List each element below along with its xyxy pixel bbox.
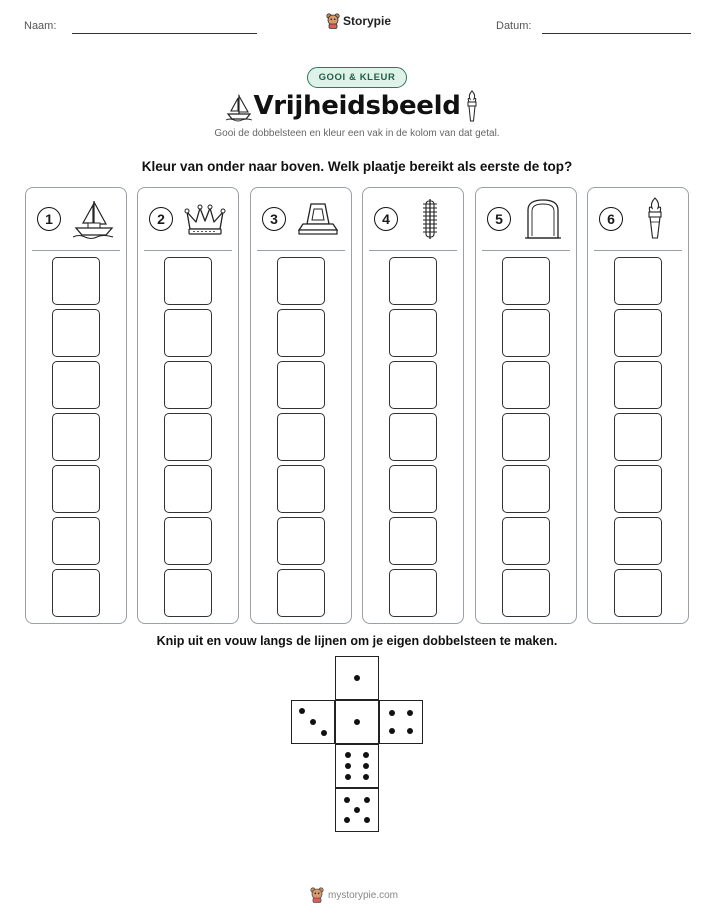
die-pip xyxy=(407,710,413,716)
die-face-3 xyxy=(291,700,335,744)
color-cell[interactable] xyxy=(277,569,325,617)
column-1 xyxy=(25,187,127,624)
color-cell[interactable] xyxy=(502,309,550,357)
color-cell[interactable] xyxy=(502,257,550,305)
footer-url[interactable]: mystorypie.com xyxy=(328,889,399,901)
color-cell[interactable] xyxy=(389,465,437,513)
instruction: Kleur van onder naar boven. Welk plaatje bereikt als eerste de top? xyxy=(141,159,573,174)
color-cell[interactable] xyxy=(389,257,437,305)
column-divider xyxy=(369,250,457,251)
color-cell[interactable] xyxy=(389,309,437,357)
column-divider xyxy=(144,250,232,251)
column-header xyxy=(588,188,688,250)
bear-icon xyxy=(310,887,324,903)
color-cell[interactable] xyxy=(52,517,100,565)
column-number: 5 xyxy=(487,207,511,231)
color-cell[interactable] xyxy=(277,465,325,513)
subtitle: Gooi de dobbelsteen en kleur een vak in de kolom van dat getal. xyxy=(214,128,500,139)
die-pip xyxy=(345,774,351,780)
column-header xyxy=(476,188,576,250)
die-pip xyxy=(364,817,370,823)
column-header xyxy=(363,188,463,250)
column-4 xyxy=(362,187,464,624)
crown-icon xyxy=(182,196,228,242)
column-divider xyxy=(482,250,570,251)
color-cell[interactable] xyxy=(277,257,325,305)
color-cell[interactable] xyxy=(614,569,662,617)
color-cell[interactable] xyxy=(277,517,325,565)
column-5 xyxy=(475,187,577,624)
color-cell[interactable] xyxy=(277,361,325,409)
die-pip xyxy=(344,797,350,803)
tablet-icon xyxy=(520,196,566,242)
die-pip xyxy=(344,817,350,823)
boat-icon xyxy=(70,196,116,242)
torch-icon xyxy=(632,196,678,242)
footer xyxy=(310,887,398,903)
color-cell[interactable] xyxy=(614,517,662,565)
name-line[interactable] xyxy=(72,33,257,34)
die-instruction: Knip uit en vouw langs de lijnen om je eigen dobbelsteen te maken. xyxy=(156,634,558,648)
color-cell[interactable] xyxy=(502,413,550,461)
color-cell[interactable] xyxy=(164,517,212,565)
color-cell[interactable] xyxy=(164,569,212,617)
brand-name: Storypie xyxy=(343,14,392,28)
die-pip xyxy=(345,752,351,758)
die-face-4 xyxy=(379,700,423,744)
page-title: Vrijheidsbeeld xyxy=(253,91,461,121)
column-divider xyxy=(257,250,345,251)
die-pip xyxy=(354,675,360,681)
color-cell[interactable] xyxy=(502,517,550,565)
die-pip xyxy=(363,763,369,769)
die-pip xyxy=(354,719,360,725)
die-pip xyxy=(389,728,395,734)
pedestal-icon xyxy=(295,196,341,242)
name-label: Naam: xyxy=(24,20,57,32)
color-cell[interactable] xyxy=(164,413,212,461)
color-cell[interactable] xyxy=(614,465,662,513)
color-cell[interactable] xyxy=(389,517,437,565)
die-pip xyxy=(321,730,327,736)
date-label: Datum: xyxy=(496,20,532,32)
color-cell[interactable] xyxy=(614,309,662,357)
bear-icon xyxy=(326,13,340,29)
color-cell[interactable] xyxy=(277,309,325,357)
die-pip xyxy=(363,752,369,758)
color-cell[interactable] xyxy=(502,569,550,617)
color-cell[interactable] xyxy=(502,361,550,409)
column-number: 4 xyxy=(374,207,398,231)
die-pip xyxy=(363,774,369,780)
color-cell[interactable] xyxy=(502,465,550,513)
color-cell[interactable] xyxy=(164,309,212,357)
color-cell[interactable] xyxy=(52,413,100,461)
color-cell[interactable] xyxy=(614,361,662,409)
die-pip xyxy=(345,763,351,769)
die-face-6 xyxy=(335,744,379,788)
date-line[interactable] xyxy=(542,33,691,34)
die-face-5 xyxy=(335,788,379,832)
column-number: 3 xyxy=(262,207,286,231)
column-3 xyxy=(250,187,352,624)
color-cell[interactable] xyxy=(52,257,100,305)
color-cell[interactable] xyxy=(277,413,325,461)
die-pip xyxy=(354,807,360,813)
column-number: 2 xyxy=(149,207,173,231)
color-cell[interactable] xyxy=(164,361,212,409)
color-cell[interactable] xyxy=(52,569,100,617)
stairs-icon xyxy=(407,196,453,242)
die-pip xyxy=(364,797,370,803)
column-number: 6 xyxy=(599,207,623,231)
column-header xyxy=(251,188,351,250)
column-6 xyxy=(587,187,689,624)
die-pip xyxy=(389,710,395,716)
color-cell[interactable] xyxy=(389,413,437,461)
category-badge: GOOI & KLEUR xyxy=(307,67,407,88)
color-cell[interactable] xyxy=(164,257,212,305)
brand-logo xyxy=(326,13,391,29)
column-header xyxy=(138,188,238,250)
color-cell[interactable] xyxy=(389,361,437,409)
color-cell[interactable] xyxy=(614,257,662,305)
die-face-1 xyxy=(335,700,379,744)
color-cell[interactable] xyxy=(389,569,437,617)
color-cell[interactable] xyxy=(52,309,100,357)
column-2 xyxy=(137,187,239,624)
column-divider xyxy=(32,250,120,251)
die-pip xyxy=(299,708,305,714)
die-pip xyxy=(407,728,413,734)
column-divider xyxy=(594,250,682,251)
color-cell[interactable] xyxy=(52,465,100,513)
torch-icon xyxy=(462,90,482,124)
die-pip xyxy=(310,719,316,725)
color-cell[interactable] xyxy=(164,465,212,513)
column-header xyxy=(26,188,126,250)
die-face-1 xyxy=(335,656,379,700)
color-cell[interactable] xyxy=(52,361,100,409)
color-cell[interactable] xyxy=(614,413,662,461)
column-number: 1 xyxy=(37,207,61,231)
